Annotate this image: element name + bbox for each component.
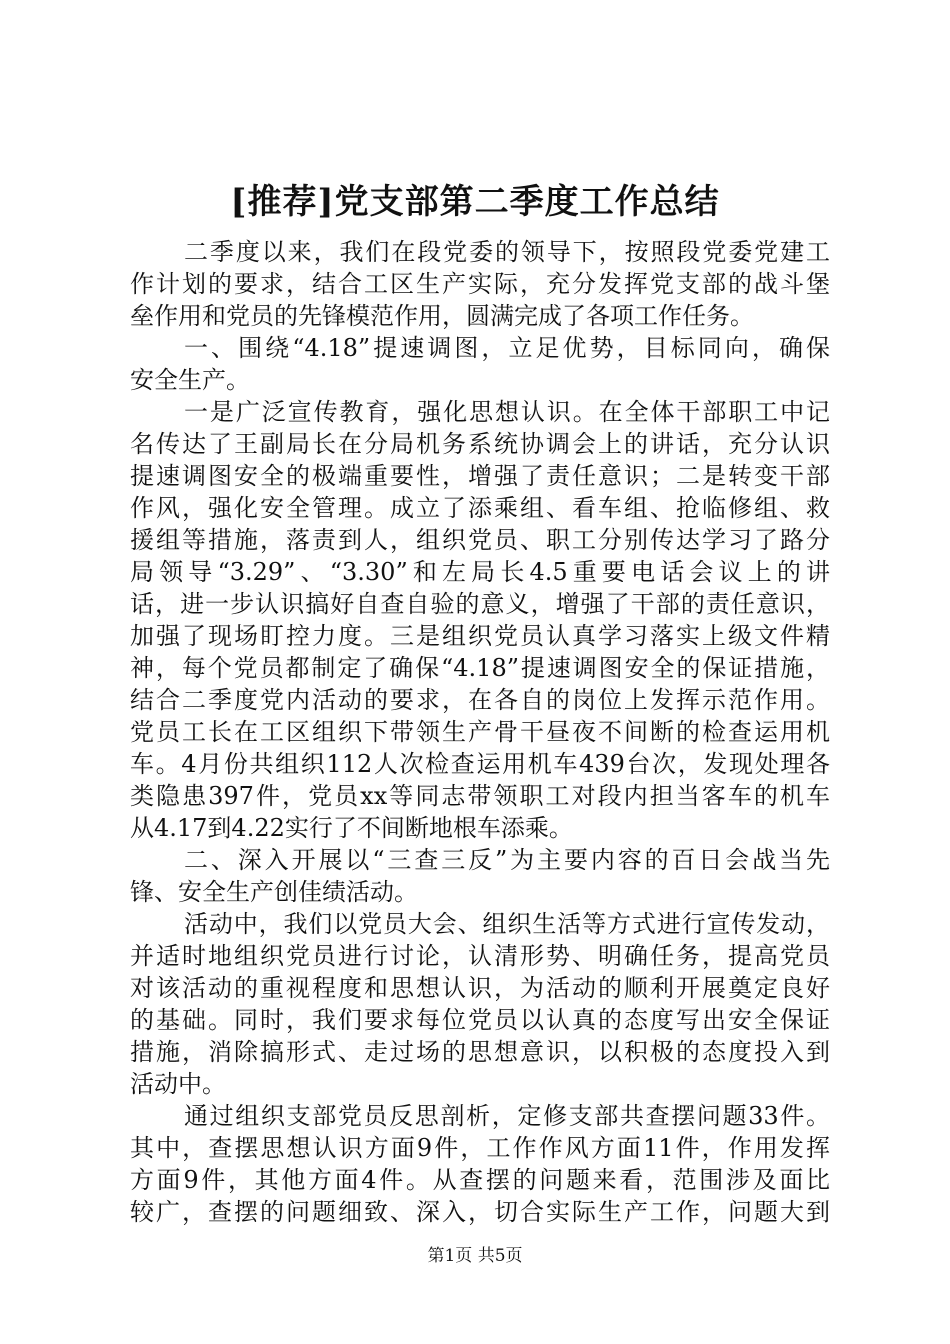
body-line: 二季度以来，我们在段党委的领导下，按照段党委党建工	[184, 238, 830, 266]
body-line: 措施，消除搞形式、走过场的思想意识，以积极的态度投入到	[130, 1038, 830, 1066]
body-line: 作风，强化安全管理。成立了添乘组、看车组、抢临修组、救	[130, 494, 830, 522]
body-line: 援组等措施，落责到人，组织党员、职工分别传达学习了路分	[130, 526, 830, 554]
body-line: 局领导“3.29”、“3.30”和左局长4.5重要电话会议上的讲	[130, 558, 830, 586]
body-line: 提速调图安全的极端重要性，增强了责任意识；二是转变干部	[130, 462, 830, 490]
body-line: 类隐患397件，党员xx等同志带领职工对段内担当客车的机车	[130, 782, 830, 810]
body-line: 并适时地组织党员进行讨论，认清形势、明确任务，提高党员	[130, 942, 830, 970]
body-line: 垒作用和党员的先锋模范作用，圆满完成了各项工作任务。	[130, 302, 754, 330]
document-body	[130, 236, 830, 1228]
body-line: 一是广泛宣传教育，强化思想认识。在全体干部职工中记	[184, 398, 830, 426]
body-line: 锋、安全生产创佳绩活动。	[130, 878, 418, 906]
body-line: 安全生产。	[130, 366, 250, 394]
body-line: 话，进一步认识搞好自查自验的意义，增强了干部的责任意识，	[130, 590, 830, 618]
body-line: 方面9件，其他方面4件。从查摆的问题来看，范围涉及面比	[130, 1166, 830, 1194]
body-line: 对该活动的重视程度和思想认识，为活动的顺利开展奠定良好	[130, 974, 830, 1002]
body-line: 车。4月份共组织112人次检查运用机车439台次，发现处理各	[130, 750, 830, 778]
body-line: 名传达了王副局长在分局机务系统协调会上的讲话，充分认识	[130, 430, 830, 458]
body-line: 从4.17到4.22实行了不间断地根车添乘。	[130, 814, 573, 842]
body-line: 的基础。同时，我们要求每位党员以认真的态度写出安全保证	[130, 1006, 830, 1034]
body-line: 较广，查摆的问题细致、深入，切合实际生产工作，问题大到	[130, 1198, 830, 1226]
body-line: 活动中，我们以党员大会、组织生活等方式进行宣传发动，	[184, 910, 830, 938]
body-line: 结合二季度党内活动的要求，在各自的岗位上发挥示范作用。	[130, 686, 830, 714]
body-line: 神，每个党员都制定了确保“4.18”提速调图安全的保证措施，	[130, 654, 830, 682]
document-title: [推荐]党支部第二季度工作总结	[230, 182, 720, 222]
body-line: 作计划的要求，结合工区生产实际，充分发挥党支部的战斗堡	[130, 270, 830, 298]
body-line: 二、深入开展以“三查三反”为主要内容的百日会战当先	[184, 846, 830, 874]
body-line: 活动中。	[130, 1070, 226, 1098]
body-line: 其中，查摆思想认识方面9件，工作作风方面11件，作用发挥	[130, 1134, 830, 1162]
body-line: 加强了现场盯控力度。三是组织党员认真学习落实上级文件精	[130, 622, 830, 650]
body-line: 通过组织支部党员反思剖析，定修支部共查摆问题33件。	[184, 1102, 830, 1130]
body-line: 党员工长在工区组织下带领生产骨干昼夜不间断的检查运用机	[130, 718, 830, 746]
body-line: 一、围绕“4.18”提速调图，立足优势，目标同向，确保	[184, 334, 830, 362]
page-footer: 第1页 共5页	[427, 1246, 523, 1266]
